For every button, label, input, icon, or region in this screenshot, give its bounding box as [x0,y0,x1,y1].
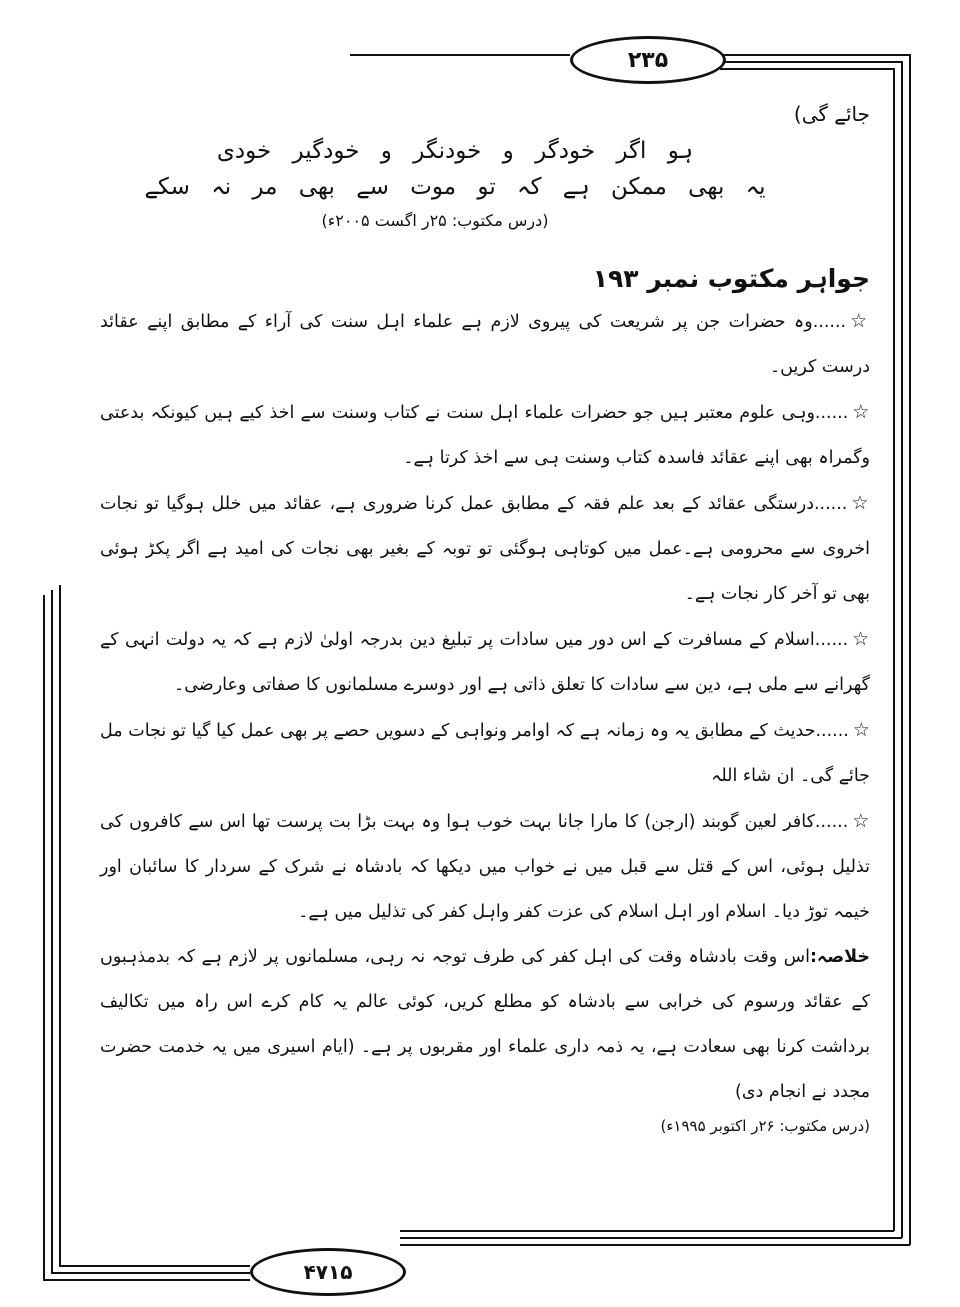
point-4 [100,617,870,708]
point-2 [100,390,870,481]
star-icon: ☆ [851,492,870,515]
star-icon: ☆ [850,310,870,333]
poem-line-2: یہ بھی ممکن ہے کہ تو موت سے بھی مر نہ سکے [144,173,766,200]
header-page-number: ۲۳۵ [570,36,726,84]
point-text: ......اسلام کے مسافرت کے اس دور میں سادات پر تبلیغ دین بدرجہ اولیٰ لازم ہے کہ یہ دولت انہی کے گھرانے سے ملی ہے، دین سے سادات کا تعلق ذاتی ہے اور دوسرے مسلمانوں کا صفاتی وعارضی۔ [100,630,870,696]
poem-line-1: ہو اگر خودگر و خودنگر و خودگیر خودی [216,138,694,164]
star-icon: ☆ [852,719,870,742]
main-content [100,102,870,1150]
point-3 [100,481,870,617]
star-icon: ☆ [852,810,870,833]
point-text: ......کافر لعین گوبند (ارجن) کا مارا جانا بہت خوب ہوا وہ بہت بڑا بت پرست تھا اس سے کافروں کی تذلیل ہوئی، اس کے قتل سے قبل میں نے خواب میں دیکھا کہ بادشاہ نے شرک کے سردار کا سائبان اور خیمہ توڑ دیا۔ اسلام اور اہل اسلام کی عزت کفر واہل کفر کی تذلیل میں ہے۔ [100,812,870,923]
poem [100,134,810,205]
point-text: ......حدیث کے مطابق یہ وہ زمانہ ہے کہ اوامر ونواہی کے دسویں حصے پر بھی عمل کیا گیا تو نجات مل جائے گی۔ ان شاء اللہ [100,721,870,787]
point-text: ......وہ حضرات جن پر شریعت کی پیروی لازم ہے علماء اہل سنت کی آراء کے مطابق اپنے عقائد درست کریں۔ [100,312,870,378]
summary-label: خلاصہ: [809,947,870,968]
point-6 [100,799,870,935]
point-text: ......درستگی عقائد کے بعد علم فقہ کے مطابق عمل کرنا ضروری ہے، عقائد میں خلل ہوگیا تو نجات اخروی سے محرومی ہے۔عمل میں کوتاہی ہوگئی تو توبہ کے بغیر بھی نجات کی امید ہے اگر پکڑ ہوئی بھی تو آخر کار نجات ہے۔ [100,494,870,605]
section-source: (درس مکتوب: ۲۶ر اکتوبر ۱۹۹۵ء) [660,1117,870,1136]
carryover-text: جائے گی) [793,102,870,126]
point-5 [100,708,870,799]
footer-page-number: ۴۷۱۵ [250,1248,406,1296]
point-text: ......وہی علوم معتبر ہیں جو حضرات علماء اہل سنت نے کتاب وسنت سے اخذ کیے ہیں کیونکہ بدعتی وگمراہ بھی اپنے عقائد فاسدہ کتاب وسنت ہی سے اخذ کرتا ہے۔ [100,403,870,469]
poem-source: (درس مکتوب: ۲۵ر اگست ۲۰۰۵ء) [321,211,549,231]
summary-text: اس وقت بادشاہ وقت کی اہل کفر کی طرف توجہ نہ رہی، مسلمانوں پر لازم ہے کہ بدمذہبوں کے عقائد ورسوم کی خرابی سے بادشاہ کو مطلع کریں، کوئی عالم یہ کام کرے اس راہ میں تکالیف برداشت کرنا بھی سعادت ہے، یہ ذمہ داری علماء اور مقربوں پر ہے۔ (ایام اسیری میں یہ خدمت حضرت مجدد نے انجام دی) [100,947,870,1103]
star-icon: ☆ [852,628,870,651]
point-1 [100,299,870,390]
summary [100,935,870,1115]
star-icon: ☆ [852,401,870,424]
section-heading: جواہر مکتوب نمبر ۱۹۳ [592,264,870,294]
